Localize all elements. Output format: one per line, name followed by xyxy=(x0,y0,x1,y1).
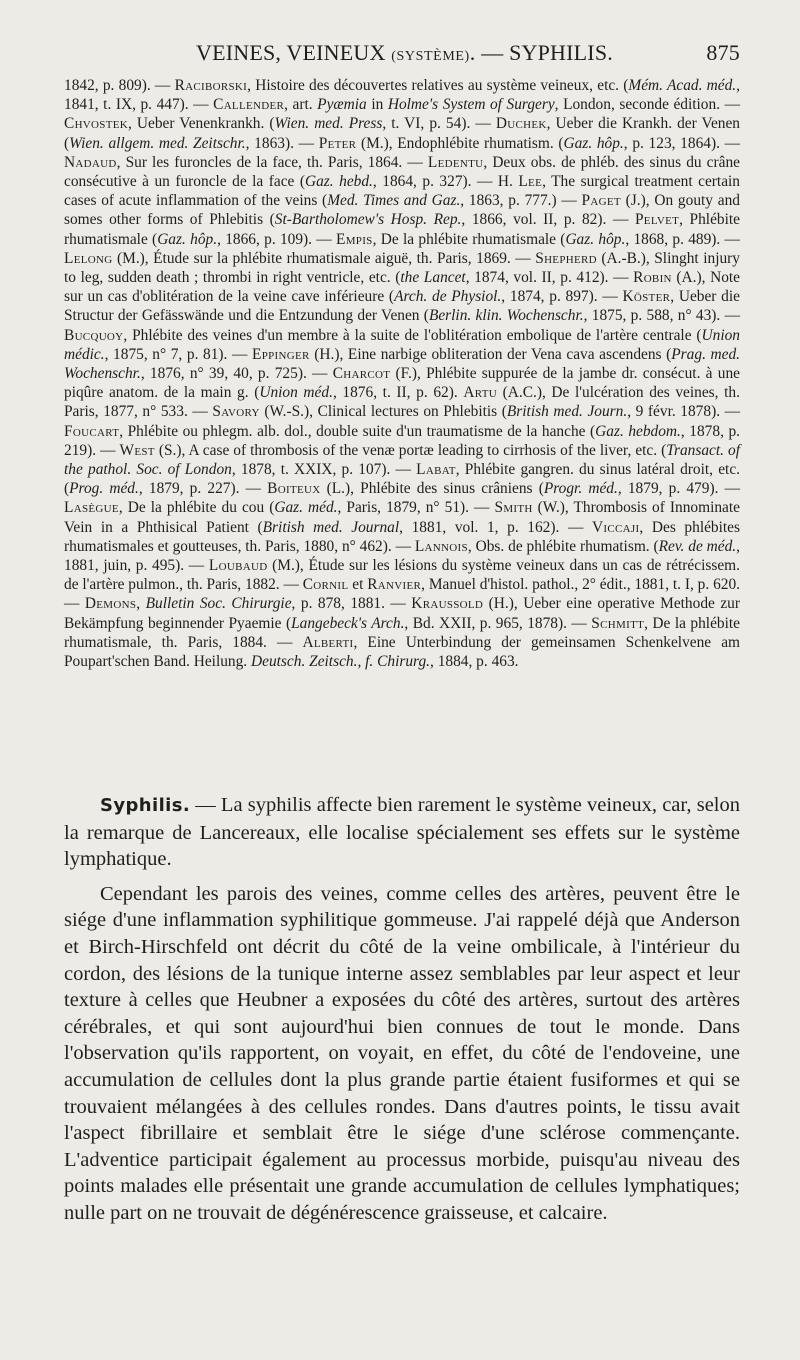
citation-text: , Deux obs. de phléb. des sinus du crâne consécutive à un furoncle de la face ( xyxy=(64,153,740,191)
citation-text: , 1878, p. 219). — xyxy=(64,422,740,459)
section-paragraph-2: Cependant les parois des veines, comme celles des artères, peuvent être le siége d'une inflammation syphilitique gommeuse. J'ai rappelé déjà que Anderson et Birch-Hirschfeld ont décrit du côté de la veine ombilicale, à l'intérieur du cordon, des lésions de la tunique interne assez semblables par leur aspect et leur texture à celles que Heubner a exposées du côté des artères, surtout des artères cérébrales, et qui sont aujourd'hui bien connues de tout le monde. Dans l'observation qu'ils rapportent, on voyait, en effet, du côté de l'endoveine, une accumulation de cellules dont la plus grande partie étaient fusiformes et qui se trouvaient mélangées à des cellules rondes. Dans d'autres points, le tissu avait l'aspect fibrillaire et semblait être le siége d'une sclérose commençante. L'adventice participait également au processus morbide, puisqu'au niveau des points malades elle présentait une grande accumulation de cellules lymphatiques; nulle part on ne trouvait de dégénérescence graisseuse, et calcaire. xyxy=(64,882,740,1224)
citation-text: (M.), Endophlébite rhumatism. ( xyxy=(356,134,564,152)
citation-text: , Phlébite des veines d'un membre à la suite de l'oblitération embolique de l'artère centrale ( xyxy=(123,326,702,344)
author-name: Lannois xyxy=(414,537,468,555)
citation-text: , Phlébite gangren. du sinus latéral droit, etc. ( xyxy=(64,461,741,498)
author-name: Empis xyxy=(336,230,373,248)
author-name: Duchek xyxy=(495,115,547,133)
publication-title: St-Bartholomew's Hosp. Rep. xyxy=(274,211,462,229)
citation-text: , Phlébite rhumatismale ( xyxy=(64,211,740,248)
author-name: Artu xyxy=(463,384,497,402)
publication-title: Mém. Acad. méd. xyxy=(628,77,737,94)
running-title-sep: . — SYPHILIS. xyxy=(469,40,613,65)
citation-text: , Histoire des découvertes relatives au système veineux, etc. ( xyxy=(247,77,629,94)
publication-title: Progr. méd. xyxy=(543,480,618,498)
author-name: Paget xyxy=(581,192,621,210)
author-name: Shepherd xyxy=(535,249,597,267)
author-name: Lee xyxy=(518,173,543,191)
citation-text: , 1863). — xyxy=(245,134,319,152)
publication-title: Union médic. xyxy=(64,326,740,363)
citation-text: , Ueber Venenkrankh. ( xyxy=(128,115,275,133)
publication-title: Med. Times and Gaz. xyxy=(327,192,461,210)
author-name: Viccaji xyxy=(591,518,640,536)
citation-text: , Phlébite ou phlegm. alb. dol., double suite d'un traumatisme de la hanche ( xyxy=(119,422,596,440)
publication-title: Langebeck's Arch. xyxy=(291,614,405,632)
citation-text: (F.), Phlébite suppurée de la jambe dr. consécut. à une piqûre anatom. de la main g. ( xyxy=(64,365,740,402)
syphilis-section xyxy=(64,792,740,1227)
citation-text: , 1863, p. 777.) — xyxy=(460,192,582,210)
publication-title: Wien. med. Press xyxy=(274,115,383,133)
author-name: Lelong xyxy=(64,249,113,267)
author-name: Demons xyxy=(84,595,137,613)
citation-text: , p. 123, 1864). — xyxy=(623,134,741,152)
citation-text: (W.), Thrombosis of Innominate Vein in a Phthisical Patient ( xyxy=(64,499,740,536)
citation-text: , Des phlébites rhumatismales et goutteuses, th. Paris, 1880, n° 462). — xyxy=(64,518,740,555)
citation-text: , p. 878, 1881. — xyxy=(291,595,412,613)
citation-text: , 1876, t. II, p. 62). xyxy=(332,384,464,402)
citation-text: , Ueber die Structur der Gefässwände und die Entzundung der Venen ( xyxy=(64,288,740,325)
citation-text: , 1874, p. 897). — xyxy=(501,288,623,306)
citation-text: , 1875, n° 7, p. 81). — xyxy=(104,345,252,363)
author-name: Köster xyxy=(622,288,671,306)
citation-text: , 1879, p. 479). — xyxy=(617,480,740,498)
publication-title: the Lancet xyxy=(400,269,466,287)
author-name: Eppinger xyxy=(252,345,310,363)
author-name: Raciborski xyxy=(174,77,248,94)
citation-text: (H.), Ueber eine operative Methode zur Bekämpfung beginnender Pyaemie ( xyxy=(64,595,740,632)
citation-text: , De la phlébite rhumatismale ( xyxy=(372,230,566,248)
citation-text: , Paris, 1879, n° 51). — xyxy=(337,499,495,517)
citation-text: (L.), Phlébite des sinus crâniens ( xyxy=(320,480,544,498)
citation-text: , London, seconde édition. — xyxy=(554,96,740,114)
publication-title: Berlin. klin. Wochenschr. xyxy=(428,307,584,325)
publication-title: Union méd. xyxy=(259,384,333,402)
author-name: Robin xyxy=(633,269,672,287)
citation-text: in xyxy=(366,96,388,114)
citation-text: , Sur les furoncles de la face, th. Paris, 1864. — xyxy=(116,153,428,171)
citation-text: , De la phlébite rhumatismale, th. Paris, 1884. — xyxy=(64,614,740,651)
author-name: Boiteux xyxy=(267,480,321,498)
citation-text: (M.), Étude sur les lésions du système veineux dans un cas de rétrécissem. de l'artère pulmon., th. Paris, 1882. — xyxy=(64,557,741,594)
author-name: West xyxy=(119,441,155,459)
author-name: Lasègue xyxy=(64,499,119,517)
author-name: Callender xyxy=(213,96,285,114)
running-head xyxy=(96,36,740,72)
citation-text: , 1881, vol. 1, p. 162). — xyxy=(399,518,592,536)
publication-title: Bulletin Soc. Chirurgie xyxy=(145,595,292,613)
running-title-small: (SYSTÈME) xyxy=(391,49,470,64)
section-heading: Syphilis. xyxy=(100,795,191,816)
publication-title: Gaz. hebdom. xyxy=(595,422,681,440)
citation-text: , Bd. XXII, p. 965, 1878). — xyxy=(404,614,592,632)
citation-text: (A.-B.), Slinght injury to leg, sudden death ; thrombi in right ventricle, etc. ( xyxy=(64,249,740,287)
citation-text: , xyxy=(136,595,146,613)
citation-text: , Obs. de phlébite rhumatism. ( xyxy=(467,537,659,555)
bibliography-block xyxy=(64,76,740,671)
publication-title: Holme's System of Surgery xyxy=(387,96,555,114)
author-name: Charcot xyxy=(332,365,391,383)
author-name: Schmitt xyxy=(591,614,645,632)
author-name: Alberti xyxy=(302,633,354,651)
citation-text: , 9 févr. 1878). — xyxy=(627,403,741,421)
publication-title: Rev. de méd. xyxy=(658,537,737,555)
citation-text: (A.C.), De l'ulcération des veines, th. Paris, 1877, n° 533. — xyxy=(64,384,740,421)
author-name: Foucart xyxy=(64,422,120,440)
author-name: Peter xyxy=(318,134,357,152)
publication-title: Gaz. méd. xyxy=(274,499,338,517)
citation-text: , t. VI, p. 54). — xyxy=(382,115,496,133)
author-name: Nadaud xyxy=(64,153,117,171)
author-name: Savory xyxy=(212,403,260,421)
author-name: Ledentu xyxy=(427,153,484,171)
citation-text: (H.), Eine narbige obliteration der Vena cava ascendens ( xyxy=(309,345,672,363)
publication-title: Gaz. hôp. xyxy=(157,230,218,248)
citation-text: , 1841, t. IX, p. 447). — xyxy=(64,77,741,114)
citation-text: , Ueber die Krankh. der Venen ( xyxy=(64,115,740,152)
author-name: Bucquoy xyxy=(64,326,124,344)
author-name: Loubaud xyxy=(208,557,268,575)
citation-text: , 1881, juin, p. 495). — xyxy=(64,537,740,575)
citation-text: (S.), A case of thrombosis of the venæ portæ leading to cirrhosis of the liver, etc. ( xyxy=(154,441,667,459)
citation-text: (J.), On gouty and somes other forms of Phlebitis ( xyxy=(64,192,740,229)
publication-title: Gaz. hôp. xyxy=(565,230,626,248)
running-title xyxy=(196,40,613,66)
publication-title: British med. Journ. xyxy=(506,403,628,421)
publication-title: Gaz. hebd. xyxy=(305,173,373,191)
publication-title: Wien. allgem. med. Zeitschr. xyxy=(69,134,246,152)
citation-text: , Eine Unterbindung der gemeinsamen Schenkelvene am Poupart'schen Band. Heilung. xyxy=(64,633,740,671)
author-name: Kraussold xyxy=(411,595,484,613)
citation-text: , 1884, p. 463. xyxy=(430,653,519,671)
citation-text: , Manuel d'histol. pathol., 2° édit., 1881, t. I, p. 620. — xyxy=(64,576,741,613)
publication-title: Gaz. hôp. xyxy=(563,134,624,152)
citation-text: , De la phlébite du cou ( xyxy=(118,499,275,517)
author-name: Pelvet xyxy=(634,211,680,229)
citation-text: (W.-S.), Clinical lectures on Phlebitis ( xyxy=(259,403,507,421)
author-name: Cornil xyxy=(302,576,349,594)
citation-text: , 1866, vol. II, p. 82). — xyxy=(461,211,635,229)
page-number: 875 xyxy=(706,40,740,65)
citation-text: , 1864, p. 327). — H. xyxy=(372,173,519,191)
citation-text: , 1868, p. 489). — xyxy=(625,230,740,248)
author-name: Labat xyxy=(416,461,456,479)
author-name: Smith xyxy=(494,499,533,517)
citation-text: , The surgical treatment certain cases of acute inflammation of the veins ( xyxy=(64,173,740,210)
citation-text: et xyxy=(348,576,368,594)
author-name: Chvostek xyxy=(64,115,128,133)
citation-text: , 1876, n° 39, 40, p. 725). — xyxy=(140,365,333,383)
publication-title: Transact. of the pathol. Soc. of London xyxy=(64,441,740,479)
citation-text: , 1878, t. XXIX, p. 107). — xyxy=(231,461,417,479)
citation-text: , art. xyxy=(284,96,318,114)
publication-title: Prog. méd. xyxy=(69,480,139,498)
author-name: Ranvier xyxy=(367,576,422,594)
publication-title: Deutsch. Zeitsch., f. Chirurg. xyxy=(251,653,430,671)
citation-text: , 1875, p. 588, n° 43). — xyxy=(583,307,740,325)
publication-title: Pyæmia xyxy=(317,96,367,114)
citation-text: , 1879, p. 227). — xyxy=(138,480,268,498)
citation-text: (A.), Note sur un cas d'oblitération de la veine cave inférieure ( xyxy=(64,269,740,306)
citation-text: (M.), Étude sur la phlébite rhumatismale aiguë, th. Paris, 1869. — xyxy=(112,249,536,267)
citation-text: 1842, p. 809). — xyxy=(64,77,175,94)
section-paragraph-1-text: — La syphilis affecte bien rarement le système veineux, car, selon la remarque de Lancereaux, elle localise spécialement ses effets sur le système lymphatique. xyxy=(64,794,740,871)
citation-text: , 1874, vol. II, p. 412). — xyxy=(465,269,634,287)
running-title-main: VEINES, VEINEUX xyxy=(196,40,386,65)
bibliography-paragraph xyxy=(64,76,740,671)
section-paragraph-1 xyxy=(64,792,740,873)
citation-text: , 1866, p. 109). — xyxy=(217,230,336,248)
publication-title: Arch. de Physiol. xyxy=(394,288,502,306)
publication-title: British med. Journal xyxy=(262,518,400,536)
publication-title: Prag. med. Wochenschr. xyxy=(64,345,741,383)
